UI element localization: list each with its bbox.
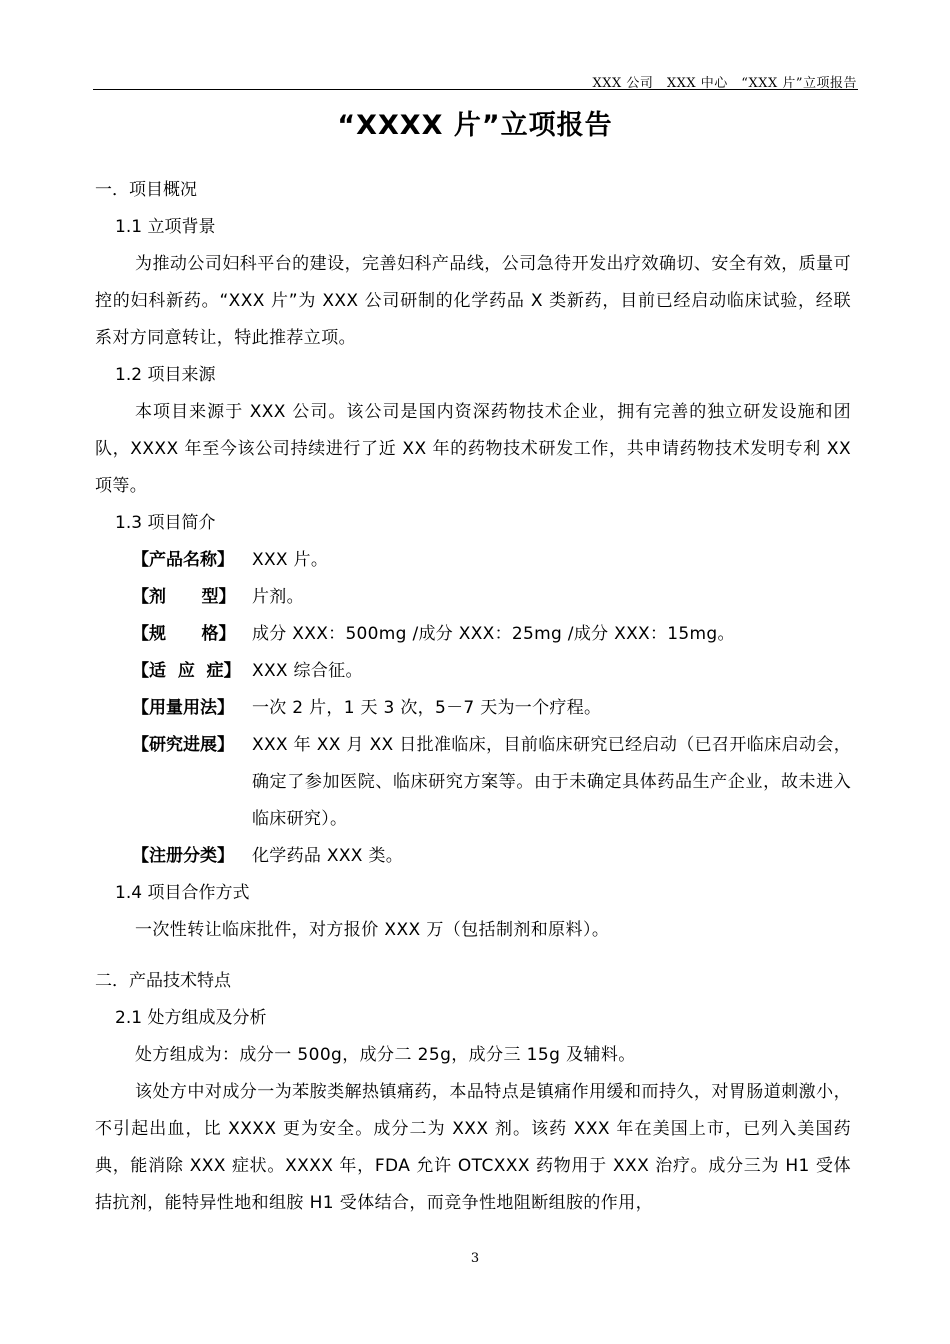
document-title: “XXXX 片”立项报告 [337, 110, 613, 141]
info-item-dosage-form [132, 579, 851, 616]
info-key: 【研究进展】 [132, 735, 234, 755]
section-1-2-paragraph: 本项目来源于 XXX 公司。该公司是国内资深药物技术企业，拥有完善的独立研发设施和团队，XXXX 年至今该公司持续进行了近 XX 年的药物技术研发工作，共申请药物技术发明专利 XX 项等。 [95, 402, 851, 496]
section-1-heading: 一．项目概况 [95, 180, 197, 200]
info-item-indication [132, 653, 851, 690]
info-key: 【剂 型】 [132, 587, 236, 607]
section-2-1-paragraph-2: 该处方中对成分一为苯胺类解热镇痛药，本品特点是镇痛作用缓和而持久，对胃肠道刺激小，不引起出血，比 XXXX 更为安全。成分二为 XXX 剂。该药 XXX 年在美国上市，已列入美国药典，能消除 XXX 症状。XXXX 年，FDA 允许 OTCXXX 药物用于 XXX 治疗。成分三为 H1 受体拮抗剂，能特异性地和组胺 H1 受体结合，而竞争性地阻断组胺的作用， [95, 1082, 851, 1213]
section-2-1-paragraph-1: 处方组成为：成分一 500g，成分二 25g，成分三 15g 及辅料。 [135, 1045, 636, 1065]
section-2-1-heading: 2.1 处方组成及分析 [115, 1008, 267, 1028]
info-value: 片剂。 [252, 587, 304, 607]
section-1-1-paragraph: 为推动公司妇科平台的建设，完善妇科产品线，公司急待开发出疗效确切、安全有效，质量可控的妇科新药。“XXX 片”为 XXX 公司研制的化学药品 X 类新药，目前已经启动临床试验，经联系对方同意转让，特此推荐立项。 [95, 254, 851, 348]
info-item-specification [132, 616, 851, 653]
info-item-product-name [132, 542, 851, 579]
info-key: 【注册分类】 [132, 846, 234, 866]
info-item-usage [132, 690, 851, 727]
running-header: XXX 公司 XXX 中心 “XXX 片”立项报告 [592, 76, 857, 91]
document-body [95, 172, 851, 1222]
info-key: 【用量用法】 [132, 698, 234, 718]
info-key: 【适 应 症】 [132, 661, 241, 681]
info-key: 【规 格】 [132, 624, 236, 644]
page-number: 3 [470, 1251, 480, 1266]
info-value: XXX 综合征。 [252, 661, 363, 681]
info-item-research-progress [132, 727, 851, 838]
header-divider [93, 89, 858, 90]
info-key: 【产品名称】 [132, 550, 234, 570]
info-item-registration-category [132, 838, 851, 875]
info-value: 化学药品 XXX 类。 [252, 846, 404, 866]
section-1-2-heading: 1.2 项目来源 [115, 365, 216, 385]
section-1-1-heading: 1.1 立项背景 [115, 217, 216, 237]
info-value: XXX 年 XX 月 XX 日批准临床，目前临床研究已经启动（已召开临床启动会，确定了参加医院、临床研究方案等。由于未确定具体药品生产企业，故未进入临床研究）。 [252, 735, 851, 829]
section-2-heading: 二．产品技术特点 [95, 971, 231, 991]
section-1-4-paragraph: 一次性转让临床批件，对方报价 XXX 万（包括制剂和原料）。 [135, 920, 610, 940]
section-spacer [95, 949, 851, 963]
info-value: 一次 2 片，1 天 3 次，5－7 天为一个疗程。 [252, 698, 602, 718]
info-value: 成分 XXX：500mg /成分 XXX：25mg /成分 XXX：15mg。 [252, 624, 735, 644]
section-1-3-heading: 1.3 项目简介 [115, 513, 216, 533]
section-1-4-heading: 1.4 项目合作方式 [115, 883, 250, 903]
info-value: XXX 片。 [252, 550, 329, 570]
